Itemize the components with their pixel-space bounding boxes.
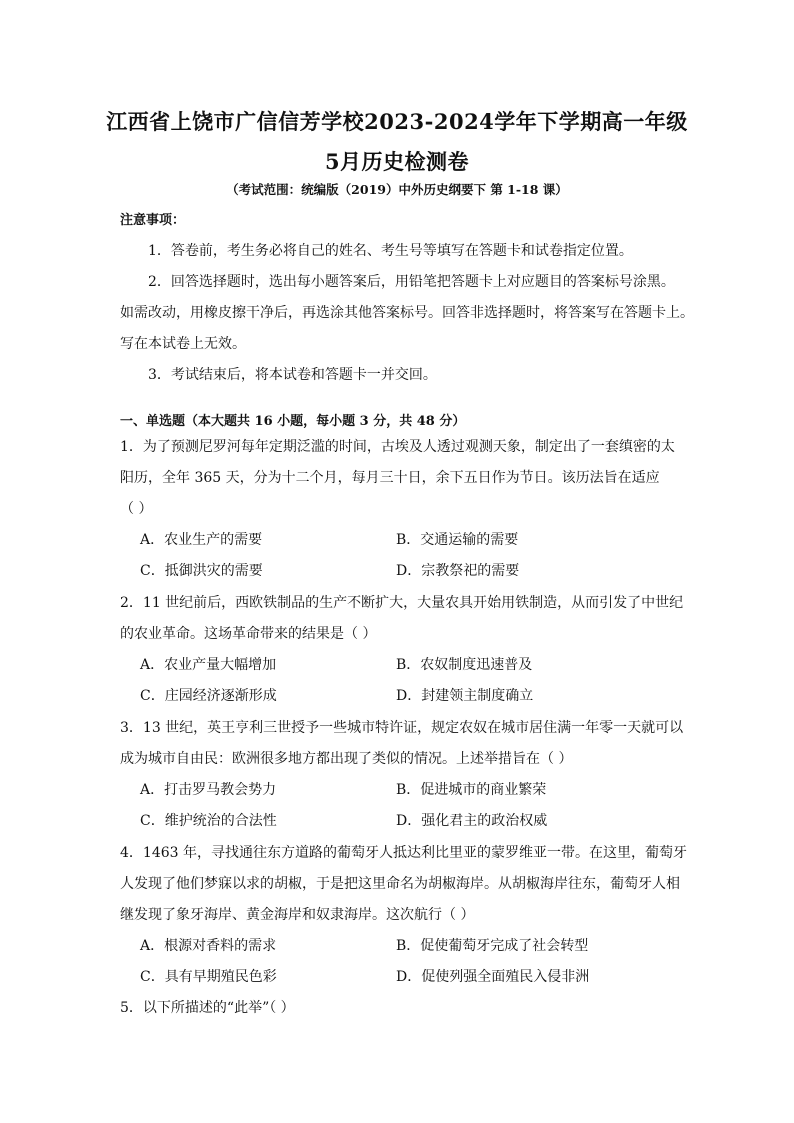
question-1-option-c: C．抵御洪灾的需要 xyxy=(140,563,263,579)
exam-title-line2: 5月历史检测卷 xyxy=(324,149,470,174)
notice-item-2-line-1: 2．回答选择题时，选出每小题答案后，用铅笔把答题卡上对应题目的答案标号涂黑。 xyxy=(148,274,675,290)
question-2-option-d: D．封建领主制度确立 xyxy=(396,688,534,704)
question-1-option-a: A．农业生产的需要 xyxy=(140,532,263,548)
question-4-option-d: D．促使列强全面殖民入侵非洲 xyxy=(396,969,590,985)
question-4-line-3: 继发现了象牙海岸、黄金海岸和奴隶海岸。这次航行（ ） xyxy=(120,907,475,923)
question-3-option-c: C．维护统治的合法性 xyxy=(140,813,277,829)
question-2-line-1: 2．11 世纪前后，西欧铁制品的生产不断扩大，大量农具开始用铁制造，从而引发了中世纪 xyxy=(120,595,684,611)
question-2-option-c: C．庄园经济逐渐形成 xyxy=(140,688,277,704)
notice-item-2-line-3: 写在本试卷上无效。 xyxy=(120,336,246,352)
exam-title-line1: 江西省上饶市广信信芳学校2023-2024学年下学期高一年级 xyxy=(106,109,688,134)
question-1-line-2: 阳历，全年 365 天，分为十二个月，每月三十日，余下五日作为节日。该历法旨在适应 xyxy=(120,470,660,486)
question-4-line-2: 人发现了他们梦寐以求的胡椒，于是把这里命名为胡椒海岸。从胡椒海岸往东，葡萄牙人相 xyxy=(120,876,680,892)
notice-item-1: 1．答卷前，考生务必将自己的姓名、考生号等填写在答题卡和试卷指定位置。 xyxy=(148,243,633,259)
question-2-line-2: 的农业革命。这场革命带来的结果是（ ） xyxy=(120,626,377,642)
question-3-option-b: B．促进城市的商业繁荣 xyxy=(396,782,547,798)
notice-heading: 注意事项： xyxy=(120,213,186,228)
question-1-option-d: D．宗教祭祀的需要 xyxy=(396,563,520,579)
question-2-option-b: B．农奴制度迅速普及 xyxy=(396,657,533,673)
question-1-line-3: （ ） xyxy=(120,501,153,517)
question-4-option-b: B．促使葡萄牙完成了社会转型 xyxy=(396,938,589,954)
section-heading: 一、单选题（本大题共 16 小题，每小题 3 分，共 48 分） xyxy=(120,414,466,429)
question-1-line-1: 1．为了预测尼罗河每年定期泛滥的时间，古埃及人透过观测天象，制定出了一套缜密的太 xyxy=(120,439,675,455)
question-3-line-1: 3．13 世纪，英王亨利三世授予一些城市特许证，规定农奴在城市居住满一年零一天就可以 xyxy=(120,720,684,736)
question-5-line-1: 5．以下所描述的“此举”（ ） xyxy=(120,1000,295,1016)
question-3-line-2: 成为城市自由民：欧洲很多地方都出现了类似的情况。上述举措旨在（ ） xyxy=(120,751,573,767)
question-2-option-a: A．农业产量大幅增加 xyxy=(140,657,277,673)
question-4-option-a: A．根源对香料的需求 xyxy=(140,938,277,954)
notice-item-3: 3．考试结束后，将本试卷和答题卡一并交回。 xyxy=(148,367,437,383)
question-3-option-d: D．强化君主的政治权威 xyxy=(396,813,548,829)
question-4-option-c: C．具有早期殖民色彩 xyxy=(140,969,277,985)
question-1-option-b: B．交通运输的需要 xyxy=(396,532,519,548)
notice-item-2-line-2: 如需改动，用橡皮擦干净后，再选涂其他答案标号。回答非选择题时，将答案写在答题卡上。 xyxy=(120,305,694,321)
exam-scope: （考试范围：统编版（2019）中外历史纲要下 第 1-18 课） xyxy=(226,182,568,197)
question-3-option-a: A．打击罗马教会势力 xyxy=(140,782,277,798)
question-4-line-1: 4．1463 年，寻找通往东方道路的葡萄牙人抵达利比里亚的蒙罗维亚一带。在这里，葡萄牙 xyxy=(120,845,687,861)
